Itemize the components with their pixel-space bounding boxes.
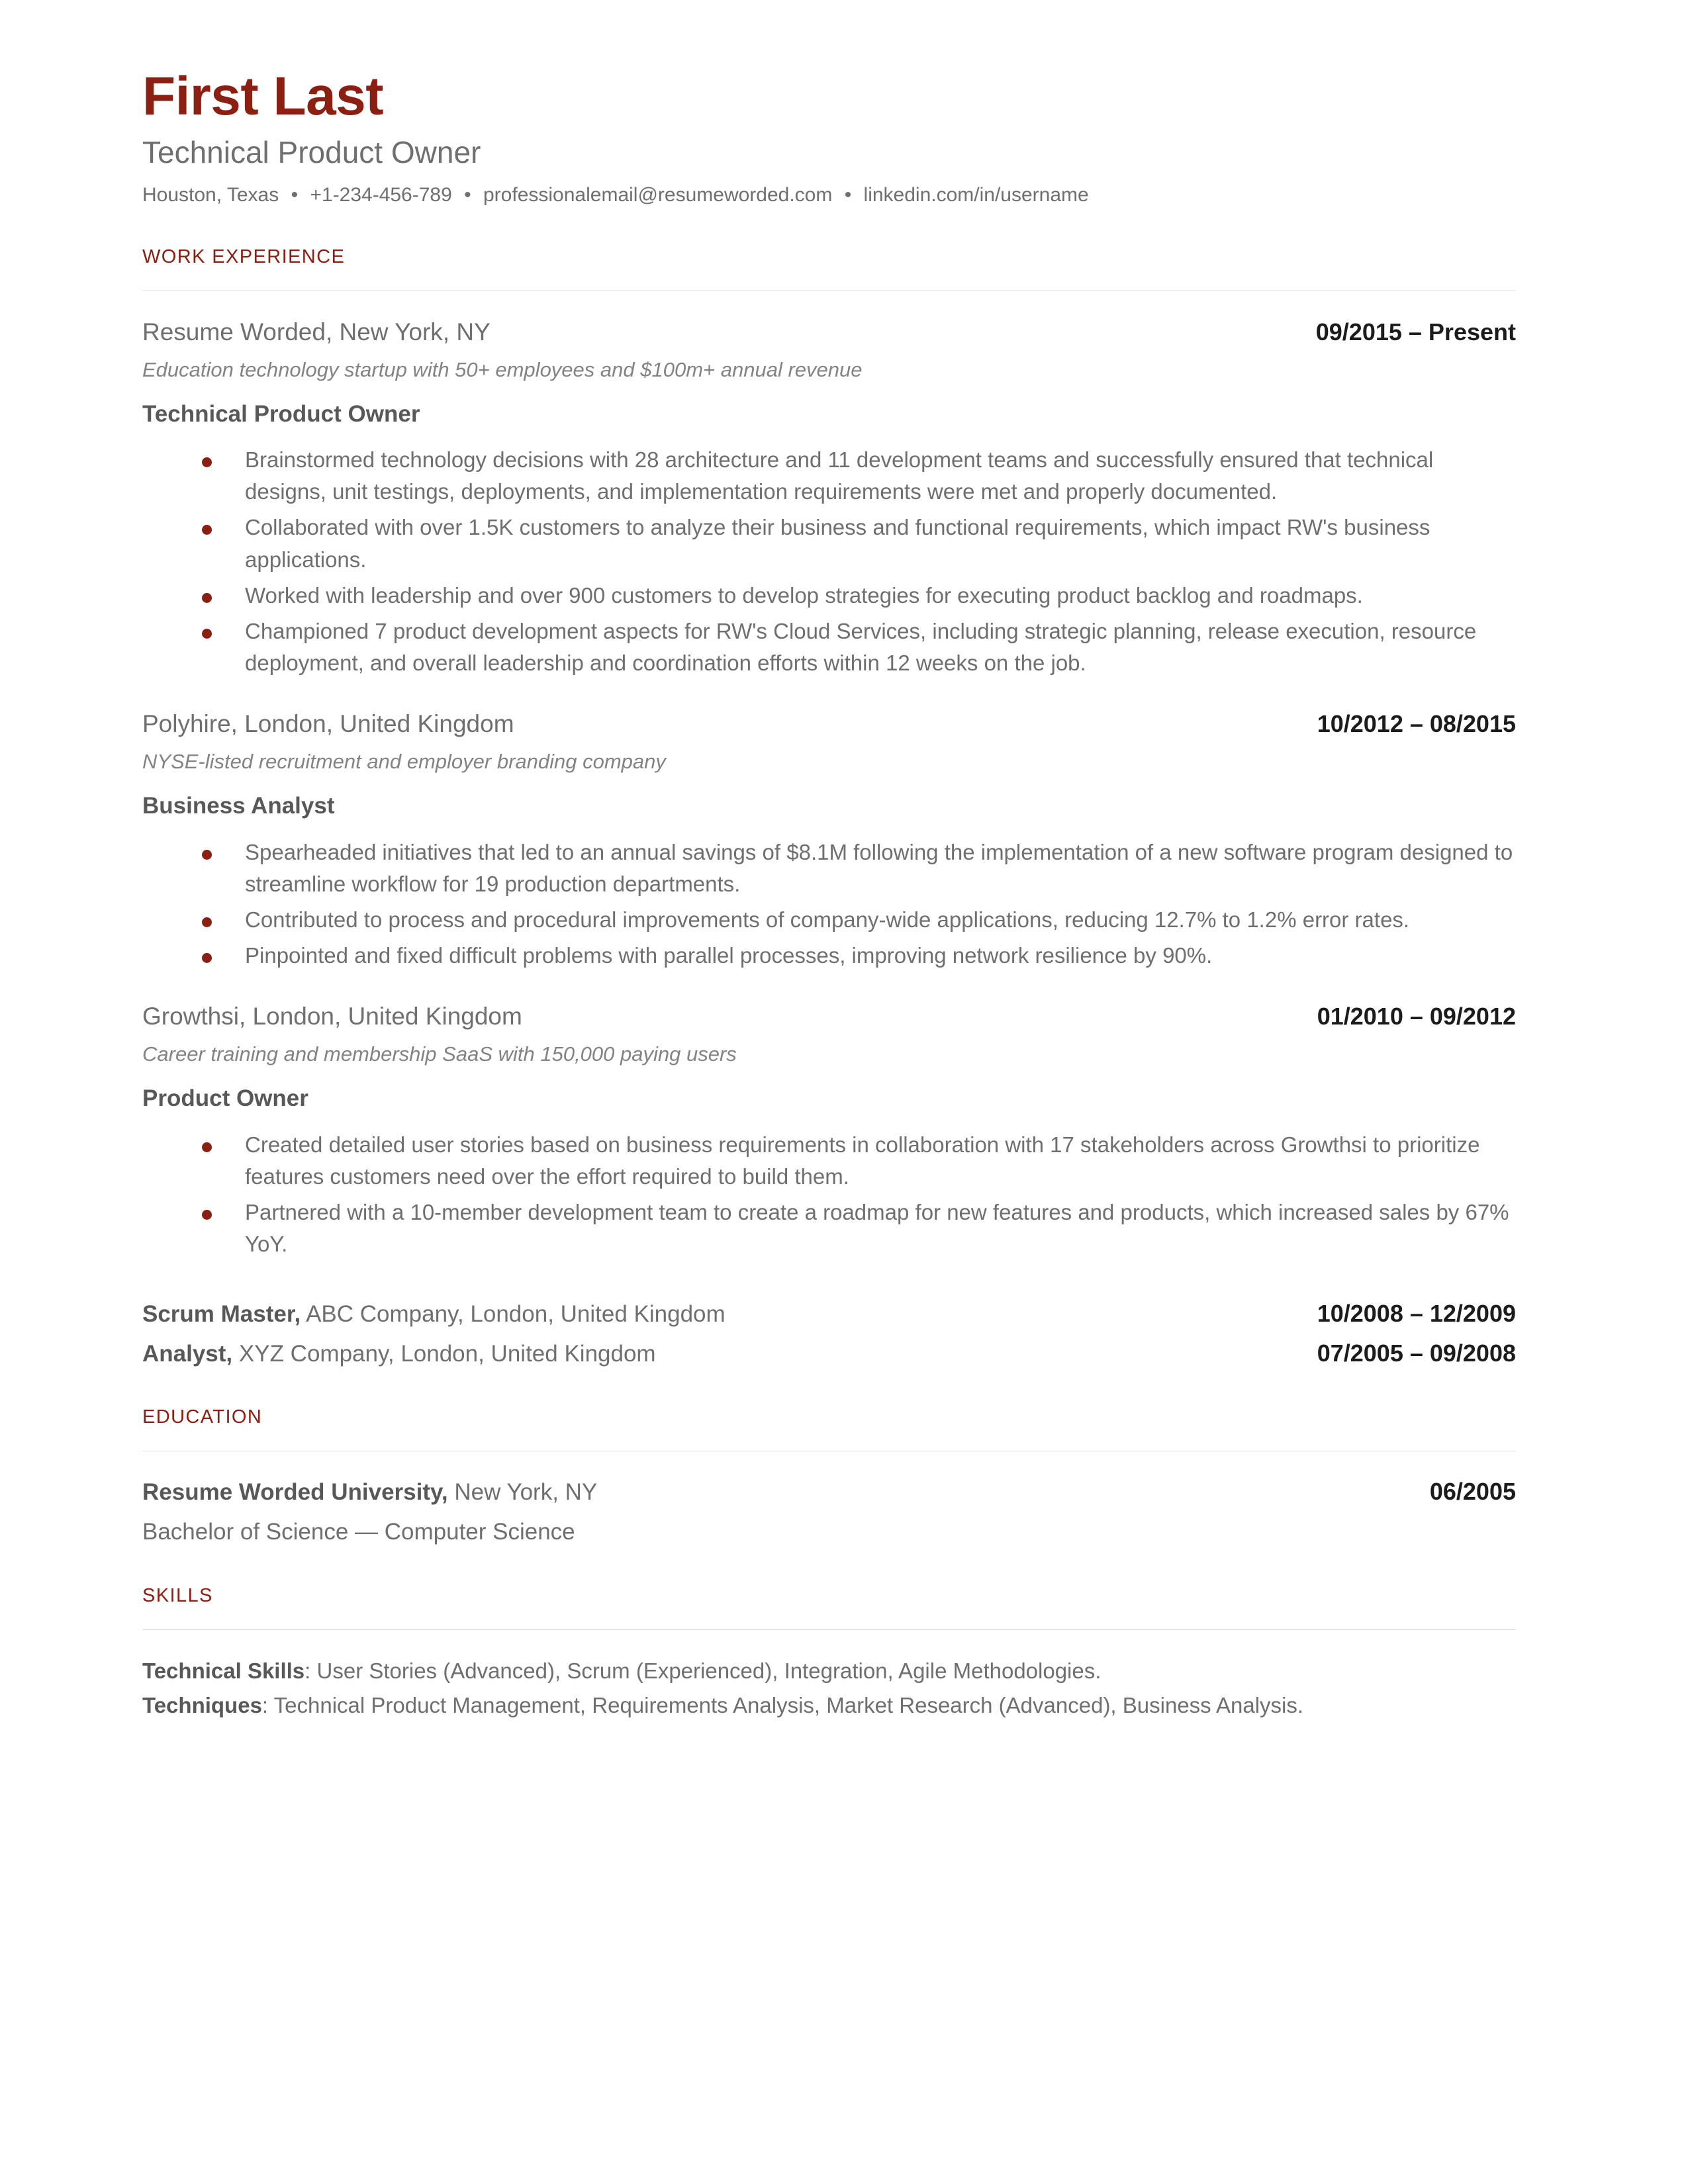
contact-email[interactable]: professionalemail@resumeworded.com <box>483 184 833 206</box>
job-bullet-list <box>142 837 1516 972</box>
section-header-work-experience: WORK EXPERIENCE <box>142 246 346 267</box>
short-role-dates: 10/2008 – 12/2009 <box>1317 1300 1516 1328</box>
contact-separator-2: • <box>464 184 471 206</box>
job-entry <box>142 1001 1516 1260</box>
short-role-text <box>142 1338 656 1369</box>
contact-linkedin[interactable]: linkedin.com/in/username <box>863 184 1089 206</box>
job-dates: 10/2012 – 08/2015 <box>1317 710 1516 738</box>
job-blurb: Career training and membership SaaS with 150,000 paying users <box>142 1042 737 1066</box>
skill-label: Techniques <box>142 1693 262 1718</box>
job-company: Polyhire, London, United Kingdom <box>142 710 514 738</box>
education-school: Resume Worded University, <box>142 1479 448 1505</box>
job-bullet: Collaborated with over 1.5K customers to analyze their business and functional requirements, which impact RW's business applications. <box>202 512 1516 575</box>
skill-value: : User Stories (Advanced), Scrum (Experienced), Integration, Agile Methodologies. <box>305 1659 1102 1683</box>
job-role: Business Analyst <box>142 793 335 819</box>
short-role-title: Analyst, <box>142 1340 233 1367</box>
short-role-detail: XYZ Company, London, United Kingdom <box>232 1340 656 1367</box>
section-divider-skills <box>142 1629 1516 1630</box>
short-role-text <box>142 1298 726 1330</box>
skill-label: Technical Skills <box>142 1659 305 1683</box>
job-bullet: Championed 7 product development aspects for RW's Cloud Services, including strategic planning, release execution, resource deployment, and overall leadership and coordination efforts within 12 weeks on the job. <box>202 615 1516 679</box>
education-dates: 06/2005 <box>1429 1477 1516 1505</box>
job-blurb: Education technology startup with 50+ employees and $100m+ annual revenue <box>142 357 863 381</box>
short-role-row <box>142 1298 1516 1330</box>
job-entry <box>142 316 1516 679</box>
short-role-dates: 07/2005 – 09/2008 <box>1317 1339 1516 1367</box>
education-header-row <box>142 1477 1516 1508</box>
short-role-list <box>142 1298 1516 1369</box>
short-role-row <box>142 1338 1516 1369</box>
candidate-headline: Technical Product Owner <box>142 134 481 169</box>
resume-header <box>142 66 1516 209</box>
job-bullet: Pinpointed and fixed difficult problems with parallel processes, improving network resilience by 90%. <box>202 940 1516 972</box>
job-bullet: Created detailed user stories based on business requirements in collaboration with 17 stakeholders across Growthsi to prioritize features customers need over the effort required to build them. <box>202 1129 1516 1193</box>
contact-separator-3: • <box>844 184 852 206</box>
job-bullet: Contributed to process and procedural improvements of company-wide applications, reducing 12.7% to 1.2% error rates. <box>202 904 1516 936</box>
job-header-row <box>142 316 1516 348</box>
section-header-education: EDUCATION <box>142 1406 263 1428</box>
job-company: Resume Worded, New York, NY <box>142 318 491 345</box>
skills-list <box>142 1655 1516 1721</box>
contact-location: Houston, Texas <box>142 184 279 206</box>
work-experience-list <box>142 316 1516 1369</box>
skill-line <box>142 1690 1516 1721</box>
job-dates: 09/2015 – Present <box>1315 318 1516 345</box>
job-entry <box>142 708 1516 972</box>
candidate-name: First Last <box>142 66 384 126</box>
contact-separator-1: • <box>291 184 299 206</box>
job-bullet: Partnered with a 10-member development team to create a roadmap for new features and products, which increased sales by 67% YoY. <box>202 1197 1516 1260</box>
job-bullet-list <box>142 1129 1516 1261</box>
job-blurb: NYSE-listed recruitment and employer branding company <box>142 750 666 774</box>
job-dates: 01/2010 – 09/2012 <box>1317 1003 1516 1030</box>
job-header-row <box>142 1001 1516 1032</box>
contact-phone[interactable]: +1-234-456-789 <box>310 184 452 206</box>
skill-value: : Technical Product Management, Requirements Analysis, Market Research (Advanced), Business Analysis. <box>261 1693 1304 1718</box>
job-company: Growthsi, London, United Kingdom <box>142 1003 522 1030</box>
contact-line <box>142 182 1516 209</box>
job-bullet: Worked with leadership and over 900 customers to develop strategies for executing product backlog and roadmaps. <box>202 580 1516 612</box>
skill-line <box>142 1655 1516 1687</box>
education-degree: Bachelor of Science — Computer Science <box>142 1519 575 1545</box>
education-school-text <box>142 1477 597 1508</box>
job-role: Product Owner <box>142 1085 308 1112</box>
education-entry <box>142 1477 1516 1548</box>
short-role-detail: ABC Company, London, United Kingdom <box>301 1301 726 1328</box>
job-bullet: Brainstormed technology decisions with 28 architecture and 11 development teams and successfully ensured that technical designs, unit testings, deployments, and implementation requirements were met and properly documented. <box>202 444 1516 508</box>
job-header-row <box>142 708 1516 740</box>
job-bullet: Spearheaded initiatives that led to an annual savings of $8.1M following the implementation of a new software program designed to streamline workflow for 19 production departments. <box>202 837 1516 900</box>
short-role-title: Scrum Master, <box>142 1301 301 1328</box>
job-role: Technical Product Owner <box>142 400 420 427</box>
job-bullet-list <box>142 444 1516 679</box>
section-header-skills: SKILLS <box>142 1585 213 1606</box>
education-school-location: New York, NY <box>447 1479 598 1505</box>
